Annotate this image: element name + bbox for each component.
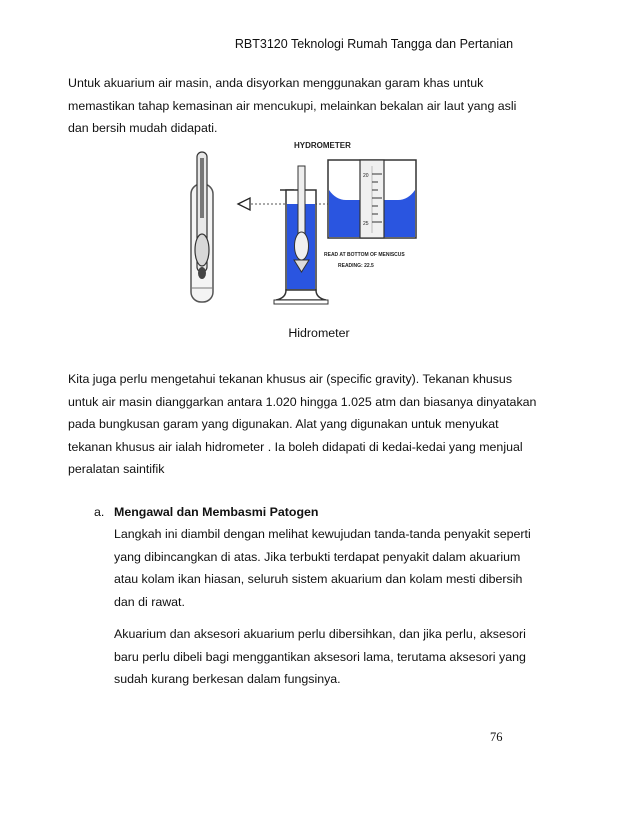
reading-value: READING: 22.5 [338,263,374,269]
scale-bottom-label: 25 [363,221,369,227]
figure-heading: HYDROMETER [294,141,351,150]
section-paragraph-1: Langkah ini diambil dengan melihat kewujudan tanda-tanda penyakit seperti yang dibincangkan di atas. Jika terbukti terdapat penyakit dalam akuarium atau kolam ikan hiasan, seluruh sistem akuarium dan kolam mesti dibersih dan di rawat. [114,527,531,609]
section-title: Mengawal dan Membasmi Patogen [114,505,319,519]
section-paragraph-2: Akuarium dan aksesori akuarium perlu dibersihkan, dan jika perlu, aksesori baru perlu dibeli bagi menggantikan aksesori lama, terutama aksesori yang sudah kurang berkesan dalam fungsinya. [114,627,526,686]
page-number: 76 [490,730,503,744]
read-note: READ AT BOTTOM OF MENISCUS [324,252,405,258]
gravity-paragraph: Kita juga perlu mengetahui tekanan khusus air (specific gravity). Tekanan khusus untuk air masin dianggarkan antara 1.020 hingga 1.025 atm dan biasanya dinyatakan pada bungkusan garam yang digunakan. Alat yang digunakan untuk menyukat tekanan khusus air ialah hidrometer . Ia boleh didapati di kedai-kedai yang menjual peralatan saintifik [68,372,537,476]
figure-caption: Hidrometer [288,326,350,340]
scale-top-label: 20 [363,173,369,179]
hydrometer-figure [176,138,434,306]
list-marker: a. [94,505,105,519]
graduated-cylinder [274,166,328,304]
intro-paragraph: Untuk akuarium air masin, anda disyorkan menggunakan garam khas untuk memastikan tahap kemasinan air mencukupi, melainkan bekalan air laut yang asli dan bersih mudah didapati. [68,76,517,135]
page-header: RBT3120 Teknologi Rumah Tangga dan Pertanian [234,37,514,51]
hydrometer-tube-illustration [191,152,213,302]
